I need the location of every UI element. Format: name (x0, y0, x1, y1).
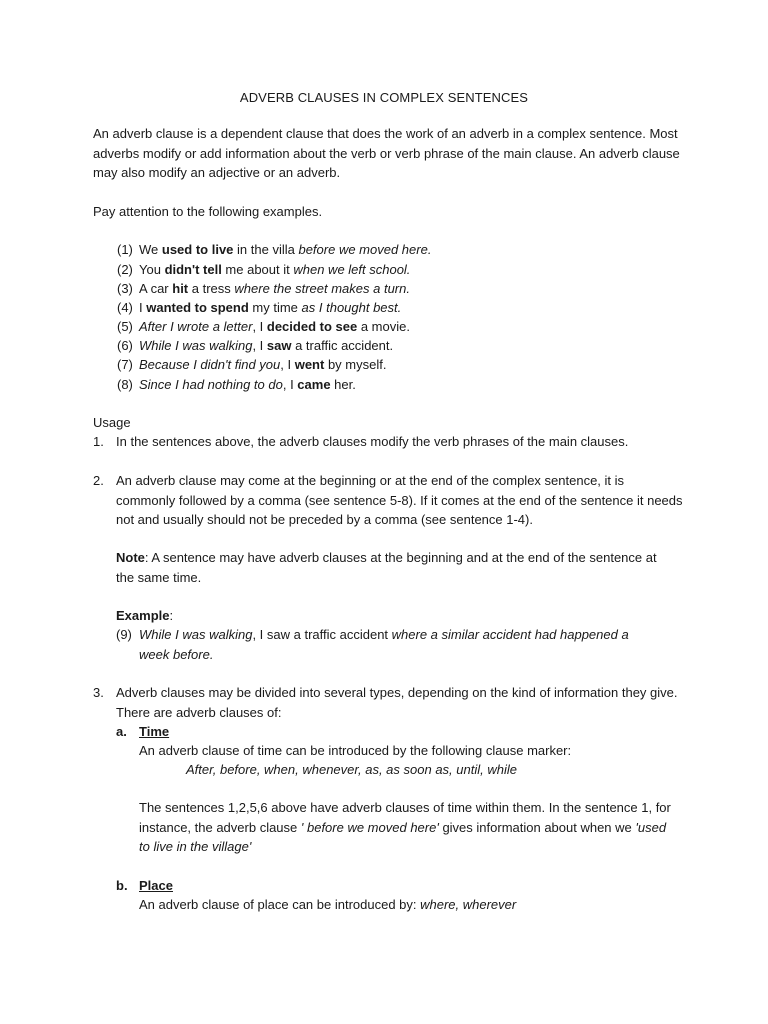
usage-heading: Usage (93, 415, 131, 430)
place-description: An adverb clause of place can be introduced by: where, wherever (139, 897, 517, 912)
example-9: (9) While I was walking, I saw a traffic accident where a similar accident had happened a week before. (116, 627, 629, 662)
attention-line: Pay attention to the following examples. (93, 204, 323, 219)
section-place-heading: b. Place (116, 878, 173, 893)
example-2: (2) You didn't tell me about it when we left school. (117, 262, 411, 277)
example-5: (5) After I wrote a letter, I decided to see a movie. (117, 319, 410, 334)
intro-paragraph: An adverb clause is a dependent clause that does the work of an adverb in a complex sentence. Most adverbs modify or add information about the verb or verb phrase of the main clause. An adverb clause may also modify an adjective or an adverb. (93, 126, 680, 180)
time-explanation: The sentences 1,2,5,6 above have adverb clauses of time within them. In the sentence 1, for instance, the adverb clause ' before we moved here' gives information about when we 'used to live in the village' (139, 800, 671, 854)
example-4: (4) I wanted to spend my time as I thought best. (117, 300, 402, 315)
time-description: An adverb clause of time can be introduced by the following clause marker: (139, 743, 572, 758)
example-3: (3) A car hit a tress where the street makes a turn. (117, 281, 410, 296)
usage-item-1: 1. In the sentences above, the adverb clauses modify the verb phrases of the main clauses. (93, 434, 629, 449)
note-paragraph: Note: A sentence may have adverb clauses at the beginning and at the end of the sentence at the same time. (116, 550, 657, 585)
example-8: (8) Since I had nothing to do, I came her. (117, 377, 356, 392)
example-6: (6) While I was walking, I saw a traffic accident. (117, 338, 394, 353)
example-1: (1) We used to live in the villa before we moved here. (117, 242, 432, 257)
page-title: ADVERB CLAUSES IN COMPLEX SENTENCES (239, 90, 529, 105)
time-clause-markers: After, before, when, whenever, as, as soon as, until, while (186, 762, 517, 777)
usage-item-3: 3. Adverb clauses may be divided into several types, depending on the kind of information they give. There are adverb clauses of: (93, 685, 678, 720)
example-7: (7) Because I didn't find you, I went by myself. (117, 357, 387, 372)
section-time-heading: a. Time (116, 724, 170, 739)
usage-item-2: 2. An adverb clause may come at the beginning or at the end of the complex sentence, it is commonly followed by a comma (see sentence 5-8). If it comes at the end of the sentence it needs not and usually should not be preceded by a comma (see sentence 1-4). (93, 473, 683, 527)
example-heading: Example: (116, 608, 174, 623)
